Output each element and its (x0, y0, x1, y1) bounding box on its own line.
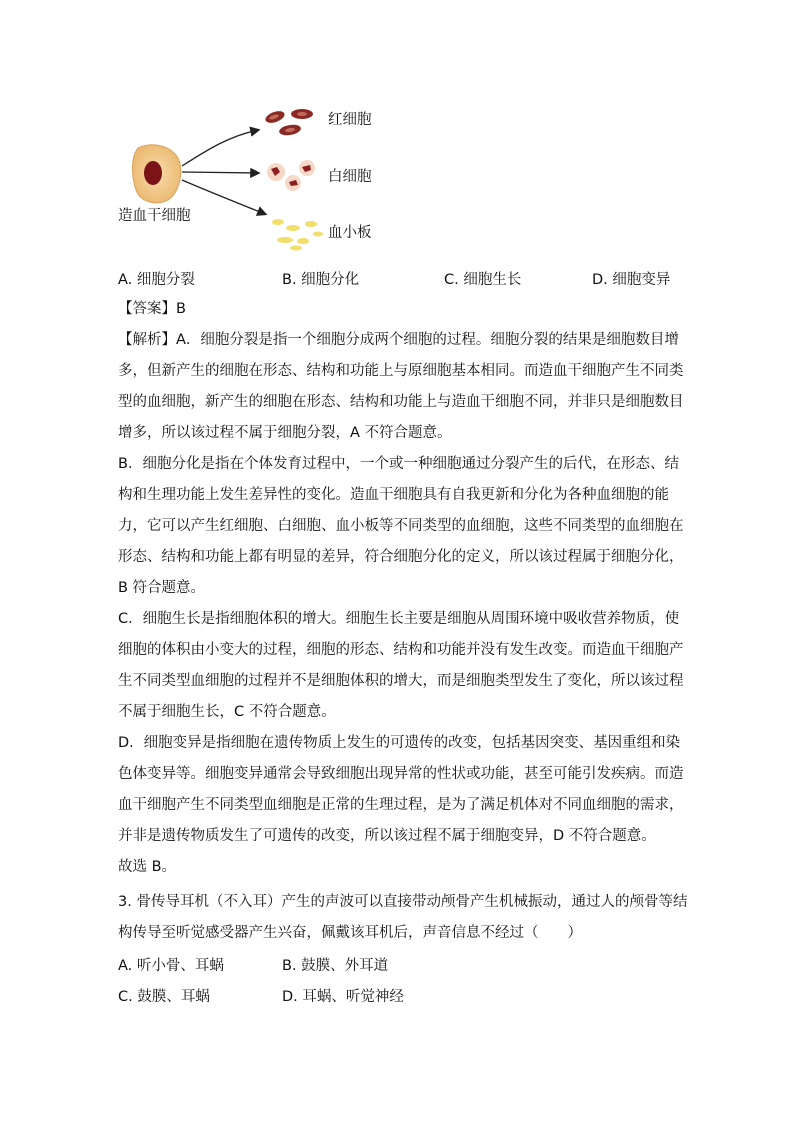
arrow-to-red-cells (182, 130, 258, 166)
white-cell-label: 白细胞 (328, 169, 372, 185)
analysis-line: 型的血细胞，新产生的细胞在形态、结构和功能上与造血干细胞不同，并非只是细胞数目 (118, 394, 684, 410)
q2-option-d[interactable]: D. 细胞变异 (592, 272, 671, 288)
q3-stem-line-2: 构传导至听觉感受器产生兴奋，佩戴该耳机后，声音信息不经过（ ） (118, 925, 582, 941)
white-blood-cells-icon (267, 160, 315, 191)
analysis-line: 并非是遗传物质发生了可遗传的改变，所以该过程不属于细胞变异，D 不符合题意。 (118, 828, 656, 844)
arrow-to-white-cells (182, 172, 258, 173)
q3-option-a[interactable]: A. 听小骨、耳蜗 (118, 958, 224, 974)
q3-option-c[interactable]: C. 鼓膜、耳蜗 (118, 989, 210, 1005)
red-blood-cells-icon (264, 109, 313, 137)
analysis-line: 形态、结构和功能上都有明显的差异，符合细胞分化的定义，所以该过程属于细胞分化， (118, 549, 684, 565)
analysis-line: 不属于细胞生长，C 不符合题意。 (118, 704, 336, 720)
analysis-line: 血干细胞产生不同类型血细胞是正常的生理过程，是为了满足机体对不同血细胞的需求， (118, 797, 684, 813)
analysis-line: D．细胞变异是指细胞在遗传物质上发生的可遗传的改变，包括基因突变、基因重组和染 (118, 735, 681, 751)
analysis-line: 增多，所以该过程不属于细胞分裂，A 不符合题意。 (118, 425, 452, 441)
analysis-line: 【解析】A．细胞分裂是指一个细胞分成两个细胞的过程。细胞分裂的结果是细胞数目增 (118, 332, 679, 348)
q2-option-a[interactable]: A. 细胞分裂 (118, 272, 195, 288)
analysis-line: 力，它可以产生红细胞、白细胞、血小板等不同类型的血细胞，这些不同类型的血细胞在 (118, 518, 684, 534)
analysis-line: 细胞的体积由小变大的过程，细胞的形态、结构和功能并没有发生改变。而造血干细胞产 (118, 642, 684, 658)
q2-options (118, 268, 678, 290)
analysis-line: 构和生理功能上发生差异性的变化。造血干细胞具有自我更新和分化为各种血细胞的能 (118, 487, 669, 503)
platelets-icon (272, 219, 323, 251)
analysis-line: B 符合题意。 (118, 580, 206, 596)
stem-cell-label: 造血干细胞 (118, 208, 191, 224)
analysis-line: 生不同类型血细胞的过程并不是细胞体积的增大，而是细胞类型发生了变化，所以该过程 (118, 673, 684, 689)
analysis-conclusion: 故选 B。 (118, 859, 177, 875)
red-cell-label: 红细胞 (328, 112, 372, 128)
q2-answer: 【答案】B (118, 301, 186, 317)
q2-option-c[interactable]: C. 细胞生长 (444, 272, 522, 288)
platelet-label: 血小板 (328, 225, 372, 241)
q2-option-b[interactable]: B. 细胞分化 (282, 272, 360, 288)
analysis-line: 色体变异等。细胞变异通常会导致细胞出现异常的性状或功能，甚至可能引发疾病。而造 (118, 766, 684, 782)
analysis-line: B．细胞分化是指在个体发育过程中，一个或一种细胞通过分裂产生的后代，在形态、结 (118, 456, 679, 472)
stem-cell-icon (133, 145, 181, 203)
q3-option-b[interactable]: B. 鼓膜、外耳道 (282, 958, 389, 974)
blood-cell-differentiation-figure (110, 96, 410, 256)
analysis-line: 多，但新产生的细胞在形态、结构和功能上与原细胞基本相同。而造血干细胞产生不同类 (118, 363, 684, 379)
analysis-line: C．细胞生长是指细胞体积的增大。细胞生长主要是细胞从周围环境中吸收营养物质，使 (118, 611, 680, 627)
q3-stem-line-1: 3. 骨传导耳机（不入耳）产生的声波可以直接带动颅骨产生机械振动，通过人的颅骨等结 (118, 894, 688, 910)
arrow-to-platelets (182, 180, 265, 214)
q3-option-d[interactable]: D. 耳蜗、听觉神经 (282, 989, 404, 1005)
